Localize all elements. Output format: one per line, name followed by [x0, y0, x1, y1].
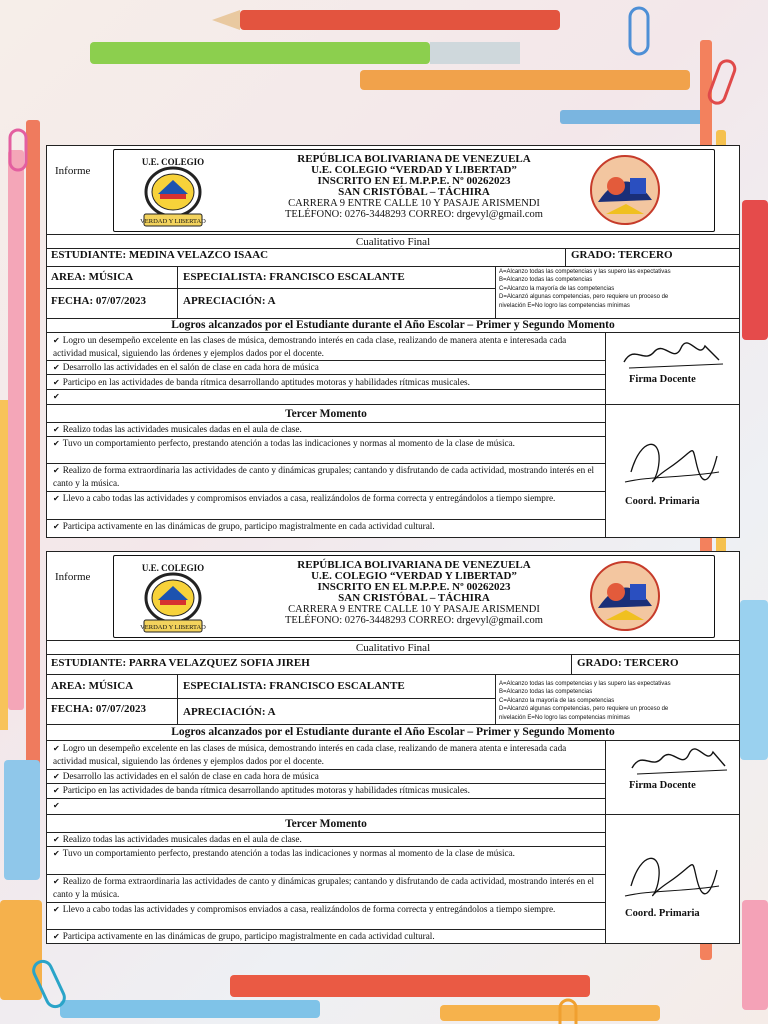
coordinator-signature	[621, 846, 721, 906]
logo-top-text: U.E. COLEGIO	[141, 563, 205, 573]
institution-address: CARRERA 9 ENTRE CALLE 10 Y PASAJE ARISMENDI	[288, 604, 540, 615]
legend-line: nivelación E=No logro las competencias mínimas	[499, 714, 630, 721]
institution-contact: TELÉFONO: 0276-3448293 CORREO: drgevyl@gmail.com	[285, 615, 543, 626]
third-period-title: Tercer Momento	[285, 818, 367, 830]
school-banner	[113, 555, 715, 638]
check-icon: ✔	[53, 392, 60, 401]
check-icon: ✔	[53, 744, 60, 753]
achievement-item: ✔ Participo en las actividades de banda rítmica desarrollando aptitudes motoras y habilidades rítmicas musicales.	[53, 377, 470, 387]
check-icon: ✔	[53, 378, 60, 387]
achievements-title: Logros alcanzados por el Estudiante durante el Año Escolar – Primer y Segundo Momento	[171, 319, 615, 331]
appreciation-label: APRECIACIÓN: A	[183, 706, 276, 718]
check-icon: ✔	[53, 439, 60, 448]
informe-label: Informe	[55, 571, 91, 583]
specialist-label: ESPECIALISTA: FRANCISCO ESCALANTE	[183, 271, 405, 283]
check-icon: ✔	[53, 835, 60, 844]
specialist-label: ESPECIALISTA: FRANCISCO ESCALANTE	[183, 680, 405, 692]
institution-line-3: INSCRITO EN EL M.P.P.E. Nº 00262023	[317, 581, 511, 593]
logo-top-text: U.E. COLEGIO	[141, 157, 205, 167]
achievement-item: ✔ Logro un desempeño excelente en las clases de música, demostrando interés en cada clase, realizando de manera atenta e interesada cada actividad musical, siguiendo las órdenes y ejemplos dados por el docente.	[53, 743, 567, 766]
check-icon: ✔	[53, 494, 60, 503]
logo-ribbon-text: VERDAD Y LIBERTAD	[140, 218, 206, 225]
report-header	[47, 146, 739, 234]
institution-address: CARRERA 9 ENTRE CALLE 10 Y PASAJE ARISMENDI	[288, 198, 540, 209]
coordinator-signature-label: Coord. Primaria	[625, 908, 700, 919]
student-name: ESTUDIANTE: PARRA VELAZQUEZ SOFIA JIREH	[51, 657, 310, 669]
check-icon: ✔	[53, 849, 60, 858]
achievement-item	[53, 799, 599, 812]
legend-line: C=Alcanzo la mayoría de las competencias	[499, 285, 615, 292]
grade-label: GRADO: TERCERO	[577, 657, 679, 669]
achievement-item: ✔ Desarrollo las actividades en el salón de clase en cada hora de música	[53, 771, 319, 781]
legend-line: A=Alcanzo todas las competencias y las supero las expectativas	[499, 269, 671, 275]
anniversary-logo	[586, 152, 664, 228]
check-icon: ✔	[53, 932, 60, 941]
institution-line-2: U.E. COLEGIO “VERDAD Y LIBERTAD”	[311, 570, 517, 582]
institution-line-4: SAN CRISTÓBAL – TÁCHIRA	[338, 186, 490, 198]
area-label: AREA: MÚSICA	[51, 271, 134, 283]
institution-line-2: U.E. COLEGIO “VERDAD Y LIBERTAD”	[311, 164, 517, 176]
legend-line: nivelación E=No logro las competencias mínimas	[499, 302, 630, 309]
grading-legend	[499, 268, 671, 310]
report-card-1	[46, 145, 740, 538]
report-subtitle: Cualitativo Final	[355, 236, 431, 248]
institution-contact: TELÉFONO: 0276-3448293 CORREO: drgevyl@gmail.com	[285, 209, 543, 220]
appreciation-label: APRECIACIÓN: A	[183, 295, 276, 307]
grading-legend	[499, 680, 671, 722]
legend-line: B=Alcanzo todas las competencias	[499, 277, 593, 284]
third-period-item: ✔ Realizo todas las actividades musicales dadas en el aula de clase.	[53, 834, 302, 844]
informe-label: Informe	[55, 165, 91, 177]
legend-line: B=Alcanzo todas las competencias	[499, 689, 593, 696]
institution-info	[224, 154, 604, 220]
check-icon: ✔	[53, 786, 60, 795]
check-icon: ✔	[53, 522, 60, 531]
third-period-item: ✔ Participa activamente en las dinámicas de grupo, participo magistralmente en cada actividad cultural.	[53, 931, 435, 941]
pencil-decoration	[0, 120, 42, 1000]
check-icon: ✔	[53, 772, 60, 781]
date-label: FECHA: 07/07/2023	[51, 703, 147, 715]
coordinator-signature	[621, 432, 721, 492]
third-period-item: ✔ Realizo de forma extraordinaria las actividades de canto y dinámicas grupales; cantando y disfrutando de cada actividad, mostrando interés en el canto y la música.	[53, 465, 595, 488]
legend-line: C=Alcanzo la mayoría de las competencias	[499, 697, 615, 704]
grade-label: GRADO: TERCERO	[571, 249, 673, 261]
anniversary-logo	[586, 558, 664, 634]
pencil-decoration	[90, 10, 710, 124]
third-period-item: ✔ Llevo a cabo todas las actividades y compromisos enviados a casa, realizándolos de forma correcta y entregándolos a tiempo siempre.	[53, 493, 556, 503]
achievement-item	[53, 390, 599, 403]
legend-line: D=Alcanzó algunas competencias, pero requiere un proceso de	[499, 294, 669, 301]
school-crest-logo	[130, 560, 216, 636]
check-icon: ✔	[53, 363, 60, 372]
area-label: AREA: MÚSICA	[51, 680, 134, 692]
report-header	[47, 552, 739, 640]
institution-info	[224, 560, 604, 626]
third-period-title: Tercer Momento	[285, 408, 367, 420]
legend-line: D=Alcanzó algunas competencias, pero requiere un proceso de	[499, 706, 669, 713]
check-icon: ✔	[53, 425, 60, 434]
report-card-2	[46, 551, 740, 944]
third-period-item: ✔ Realizo todas las actividades musicales dadas en el aula de clase.	[53, 424, 302, 434]
student-name: ESTUDIANTE: MEDINA VELAZCO ISAAC	[51, 249, 269, 261]
third-period-item: ✔ Tuvo un comportamiento perfecto, prestando atención a todas las indicaciones y normas al momento de la clase de música.	[53, 848, 515, 858]
third-period-item: ✔ Llevo a cabo todas las actividades y compromisos enviados a casa, realizándolos de forma correcta y entregándolos a tiempo siempre.	[53, 904, 556, 914]
check-icon: ✔	[53, 466, 60, 475]
legend-line: A=Alcanzo todas las competencias y las supero las expectativas	[499, 681, 671, 687]
check-icon: ✔	[53, 336, 60, 345]
third-period-item: ✔ Realizo de forma extraordinaria las actividades de canto y dinámicas grupales; cantando y disfrutando de cada actividad, mostrando interés en el canto y la música.	[53, 876, 595, 899]
check-icon: ✔	[53, 905, 60, 914]
pencil-decoration	[60, 975, 660, 1021]
institution-line-1: REPÚBLICA BOLIVARIANA DE VENEZUELA	[297, 559, 531, 571]
date-label: FECHA: 07/07/2023	[51, 295, 147, 307]
third-period-item: ✔ Participa activamente en las dinámicas de grupo, participo magistralmente en cada actividad cultural.	[53, 521, 435, 531]
achievements-title: Logros alcanzados por el Estudiante durante el Año Escolar – Primer y Segundo Momento	[171, 726, 615, 738]
school-banner	[113, 149, 715, 232]
teacher-signature	[619, 334, 729, 374]
institution-line-3: INSCRITO EN EL M.P.P.E. Nº 00262023	[317, 175, 511, 187]
institution-line-4: SAN CRISTÓBAL – TÁCHIRA	[338, 592, 490, 604]
achievement-item: ✔ Participo en las actividades de banda rítmica desarrollando aptitudes motoras y habilidades rítmicas musicales.	[53, 785, 470, 795]
school-crest-logo	[130, 154, 216, 230]
institution-line-1: REPÚBLICA BOLIVARIANA DE VENEZUELA	[297, 153, 531, 165]
report-subtitle: Cualitativo Final	[355, 642, 431, 654]
third-period-item: ✔ Tuvo un comportamiento perfecto, prestando atención a todas las indicaciones y normas al momento de la clase de música.	[53, 438, 515, 448]
teacher-signature	[627, 742, 731, 780]
achievement-item: ✔ Logro un desempeño excelente en las clases de música, demostrando interés en cada clase, realizando de manera atenta e interesada cada actividad musical, siguiendo las órdenes y ejemplos dados por el docente.	[53, 335, 567, 358]
check-icon: ✔	[53, 877, 60, 886]
achievement-item: ✔ Desarrollo las actividades en el salón de clase en cada hora de música	[53, 362, 319, 372]
check-icon: ✔	[53, 801, 60, 810]
coordinator-signature-label: Coord. Primaria	[625, 496, 700, 507]
teacher-signature-label: Firma Docente	[629, 374, 696, 385]
logo-ribbon-text: VERDAD Y LIBERTAD	[140, 624, 206, 631]
teacher-signature-label: Firma Docente	[629, 780, 696, 791]
